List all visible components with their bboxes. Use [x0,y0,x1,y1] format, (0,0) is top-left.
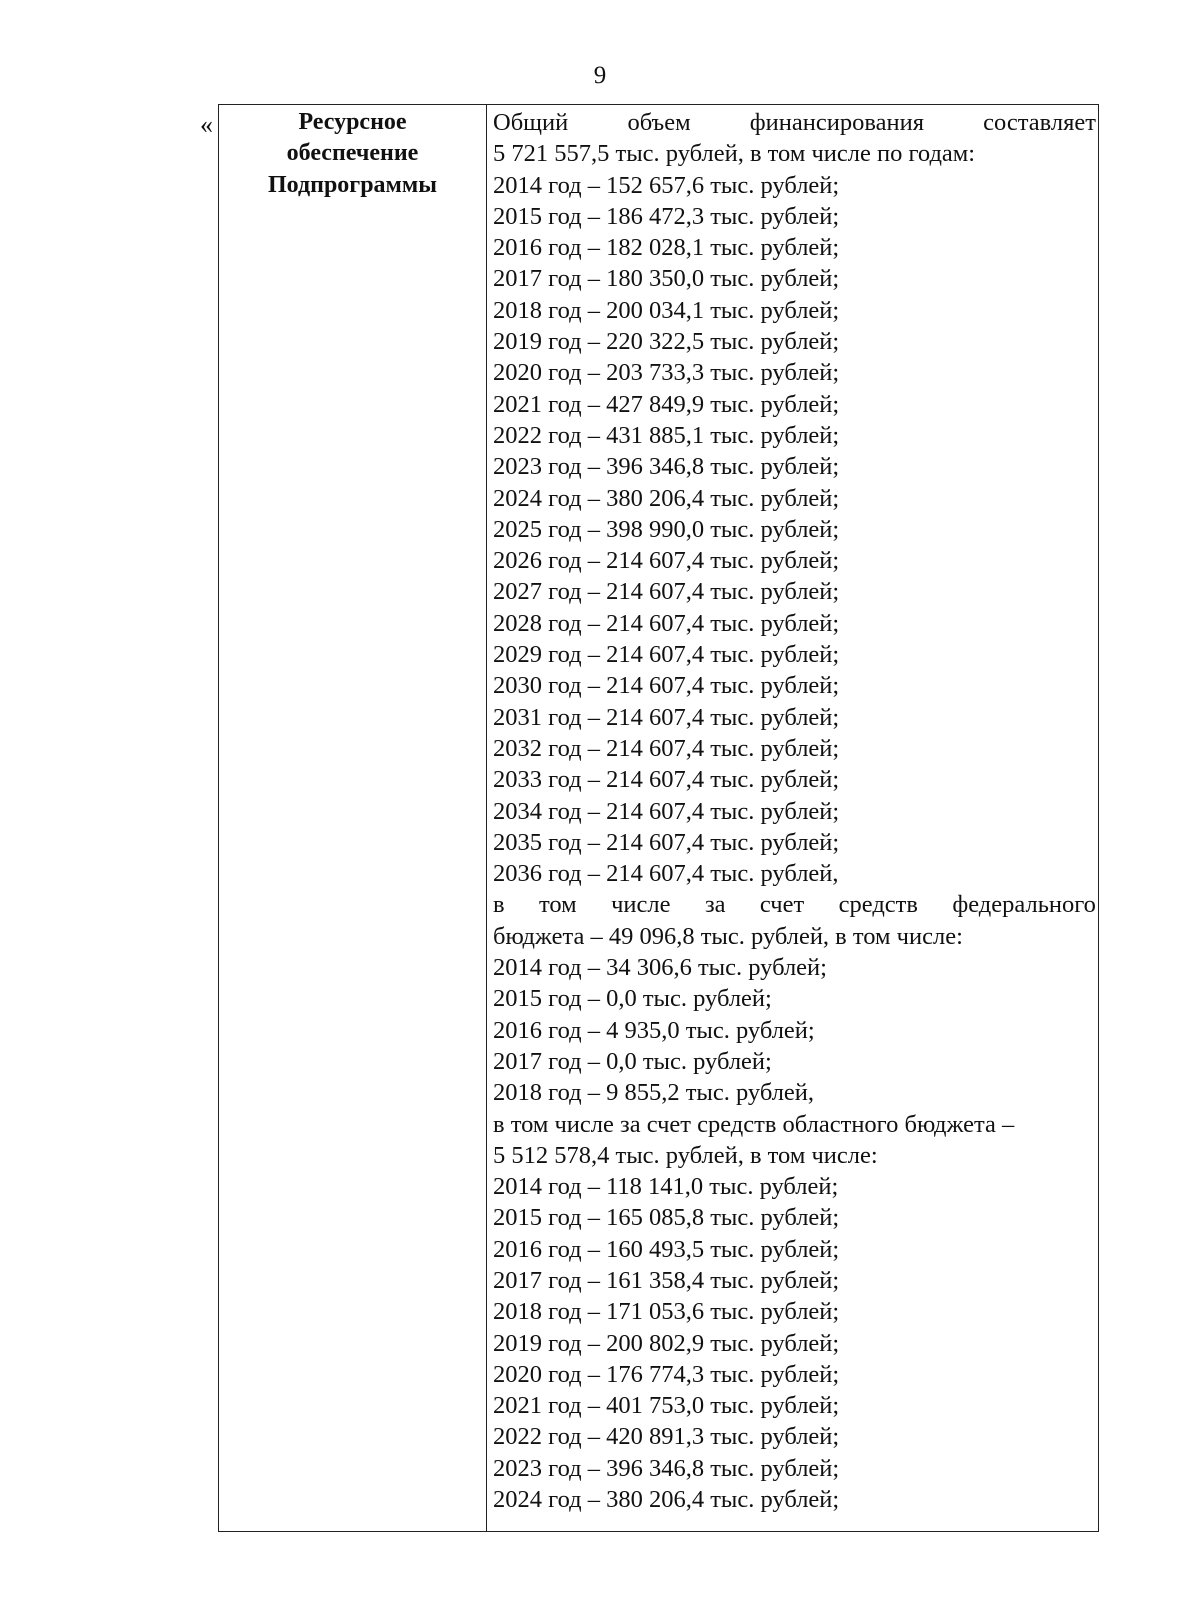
year-amount-line: 2014 год – 118 141,0 тыс. рублей; [493,1173,839,1201]
regional-total-line: 5 512 578,4 тыс. рублей, в том числе: [493,1141,878,1169]
year-amount-line: 2015 год – 186 472,3 тыс. рублей; [493,202,840,230]
intro-word: объем [627,109,691,136]
year-amount-line: 2017 год – 180 350,0 тыс. рублей; [493,265,840,293]
federal-word: федерального [952,891,1096,919]
year-amount-line: 2034 год – 214 607,4 тыс. рублей; [493,797,840,825]
section-title-line: Ресурсное [298,109,407,135]
intro-total-line: 5 721 557,5 тыс. рублей, в том числе по годам: [493,140,976,168]
year-amount-line: 2033 год – 214 607,4 тыс. рублей; [493,766,840,794]
year-amount-line: 2017 год – 0,0 тыс. рублей; [493,1047,772,1075]
year-amount-line: 2016 год – 4 935,0 тыс. рублей; [493,1016,815,1044]
federal-by-year-list [493,952,1096,1108]
year-amount-line: 2030 год – 214 607,4 тыс. рублей; [493,672,840,700]
year-amount-line: 2021 год – 427 849,9 тыс. рублей; [493,390,840,418]
intro-line [493,107,1096,138]
year-amount-line: 2017 год – 161 358,4 тыс. рублей; [493,1266,840,1294]
total-by-year-list [493,170,1096,890]
intro-word: Общий [493,109,569,136]
federal-total-line: бюджета – 49 096,8 тыс. рублей, в том числе: [493,922,963,950]
year-amount-line: 2022 год – 431 885,1 тыс. рублей; [493,421,840,449]
year-amount-line: 2028 год – 214 607,4 тыс. рублей; [493,609,840,637]
funding-details-cell [487,105,1098,1531]
year-amount-line: 2014 год – 34 306,6 тыс. рублей; [493,954,827,982]
year-amount-line: 2032 год – 214 607,4 тыс. рублей; [493,734,840,762]
federal-word: средств [838,891,918,919]
year-amount-line: 2019 год – 220 322,5 тыс. рублей; [493,328,840,356]
year-amount-line: 2024 год – 380 206,4 тыс. рублей; [493,484,840,512]
year-amount-line: 2022 год – 420 891,3 тыс. рублей; [493,1423,840,1451]
year-amount-line: 2018 год – 171 053,6 тыс. рублей; [493,1298,840,1326]
year-amount-line: 2027 год – 214 607,4 тыс. рублей; [493,578,840,606]
year-amount-line: 2031 год – 214 607,4 тыс. рублей; [493,703,840,731]
year-amount-line: 2023 год – 396 346,8 тыс. рублей; [493,453,840,481]
federal-word: счет [759,891,805,919]
page-number: 9 [593,62,607,89]
year-amount-line: 2023 год – 396 346,8 тыс. рублей; [493,1454,840,1482]
year-amount-line: 2018 год – 200 034,1 тыс. рублей; [493,296,840,324]
year-amount-line: 2016 год – 160 493,5 тыс. рублей; [493,1235,840,1263]
federal-intro-line [493,889,1096,920]
year-amount-line: 2019 год – 200 802,9 тыс. рублей; [493,1329,840,1357]
year-amount-line: 2029 год – 214 607,4 тыс. рублей; [493,641,840,669]
year-amount-line: 2015 год – 0,0 тыс. рублей; [493,985,772,1013]
section-title-cell [219,105,487,1531]
section-title-line: обеспечение [286,140,419,167]
resource-table [218,104,1099,1532]
section-title-line: Подпрограммы [268,171,437,198]
year-amount-line: 2015 год – 165 085,8 тыс. рублей; [493,1204,840,1232]
federal-word: числе [611,891,671,919]
year-amount-line: 2018 год – 9 855,2 тыс. рублей, [493,1079,815,1107]
federal-word: за [704,891,726,919]
intro-word: финансирования [749,109,924,136]
year-amount-line: 2014 год – 152 657,6 тыс. рублей; [493,171,840,199]
year-amount-line: 2021 год – 401 753,0 тыс. рублей; [493,1392,840,1420]
year-amount-line: 2035 год – 214 607,4 тыс. рублей; [493,828,840,856]
federal-word: в [493,891,505,919]
year-amount-line: 2020 год – 203 733,3 тыс. рублей; [493,359,840,387]
regional-intro-line: в том числе за счет средств областного бюджета – [493,1110,1015,1138]
year-amount-line: 2024 год – 380 206,4 тыс. рублей; [493,1486,840,1514]
year-amount-line: 2025 год – 398 990,0 тыс. рублей; [493,515,840,543]
year-amount-line: 2016 год – 182 028,1 тыс. рублей; [493,234,840,262]
federal-word: том [539,891,577,919]
year-amount-line: 2036 год – 214 607,4 тыс. рублей, [493,860,839,888]
intro-word: составляет [983,109,1096,136]
year-amount-line: 2026 год – 214 607,4 тыс. рублей; [493,547,840,575]
year-amount-line: 2020 год – 176 774,3 тыс. рублей; [493,1360,840,1388]
regional-by-year-list [493,1171,1096,1515]
opening-quote-mark: « [200,110,213,139]
